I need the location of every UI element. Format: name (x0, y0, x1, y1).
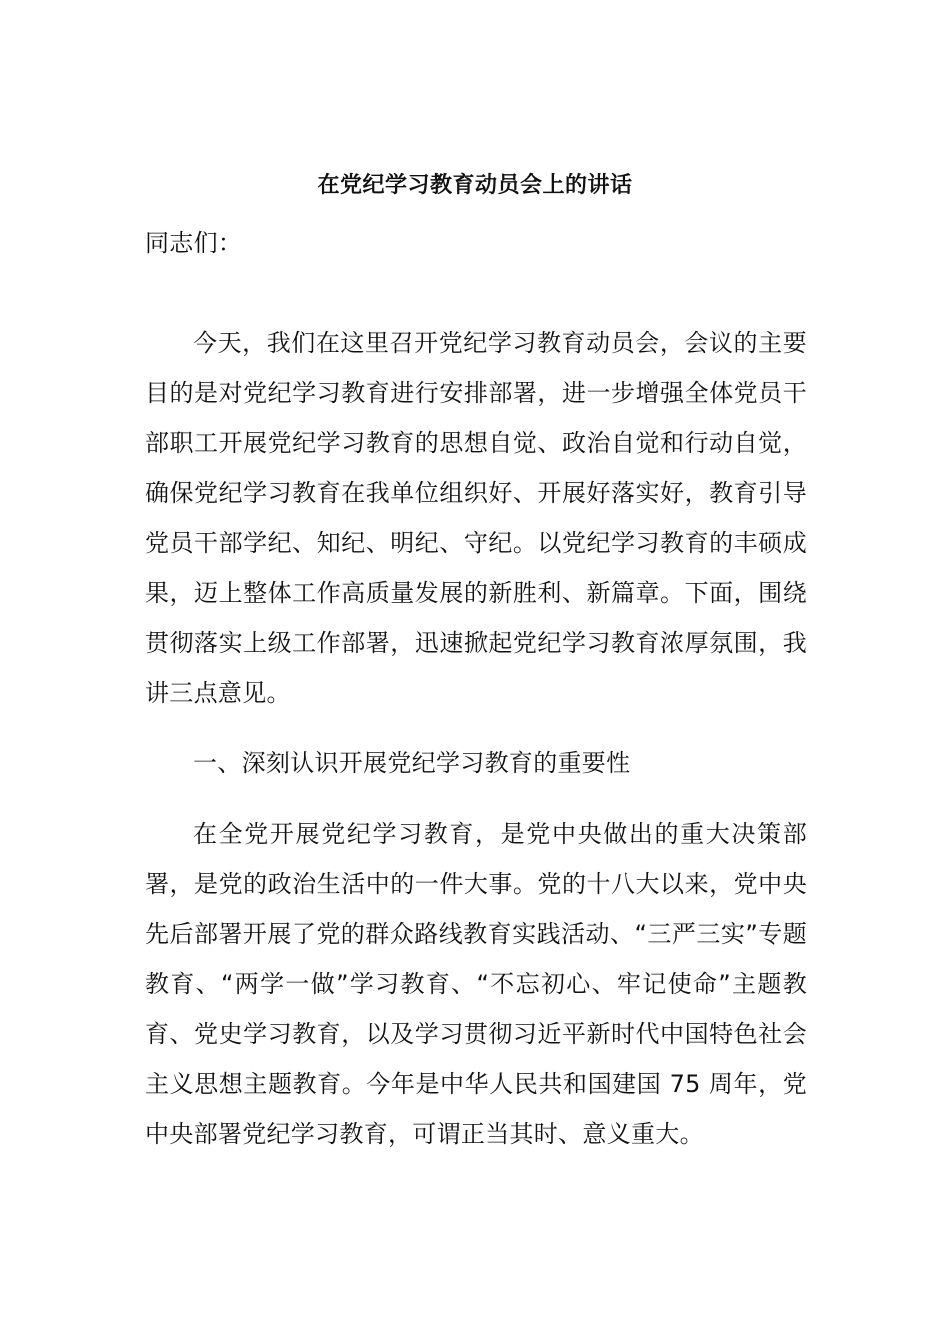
salutation: 同志们： (145, 229, 243, 257)
section-heading-1: 一、深刻认识开展党纪学习教育的重要性 (193, 749, 631, 777)
paragraph-section-1: 在全党开展党纪学习教育，是党中央做出的重大决策部署，是党的政治生活中的一件大事。党的十八大以来，党中央先后部署开展了党的群众路线教育实践活动、“三严三实”专题教育、“两学一做”学习教育、“不忘初心、牢记使命”主题教育、党史学习教育，以及学习贯彻习近平新时代中国特色社会主义思想主题教育。今年是中华人民共和国建国 75 周年，党中央部署党纪学习教育，可谓正当其时、意义重大。 (145, 820, 807, 1148)
paragraph-intro: 今天，我们在这里召开党纪学习教育动员会，会议的主要目的是对党纪学习教育进行安排部署，进一步增强全体党员干部职工开展党纪学习教育的思想自觉、政治自觉和行动自觉，确保党纪学习教育在我单位组织好、开展好落实好，教育引导党员干部学纪、知纪、明纪、守纪。以党纪学习教育的丰硕成果，迈上整体工作高质量发展的新胜利、新篇章。下面，围绕贯彻落实上级工作部署，迅速掀起党纪学习教育浓厚氛围，我讲三点意见。 (145, 329, 807, 707)
document-title: 在党纪学习教育动员会上的讲话 (317, 173, 633, 198)
